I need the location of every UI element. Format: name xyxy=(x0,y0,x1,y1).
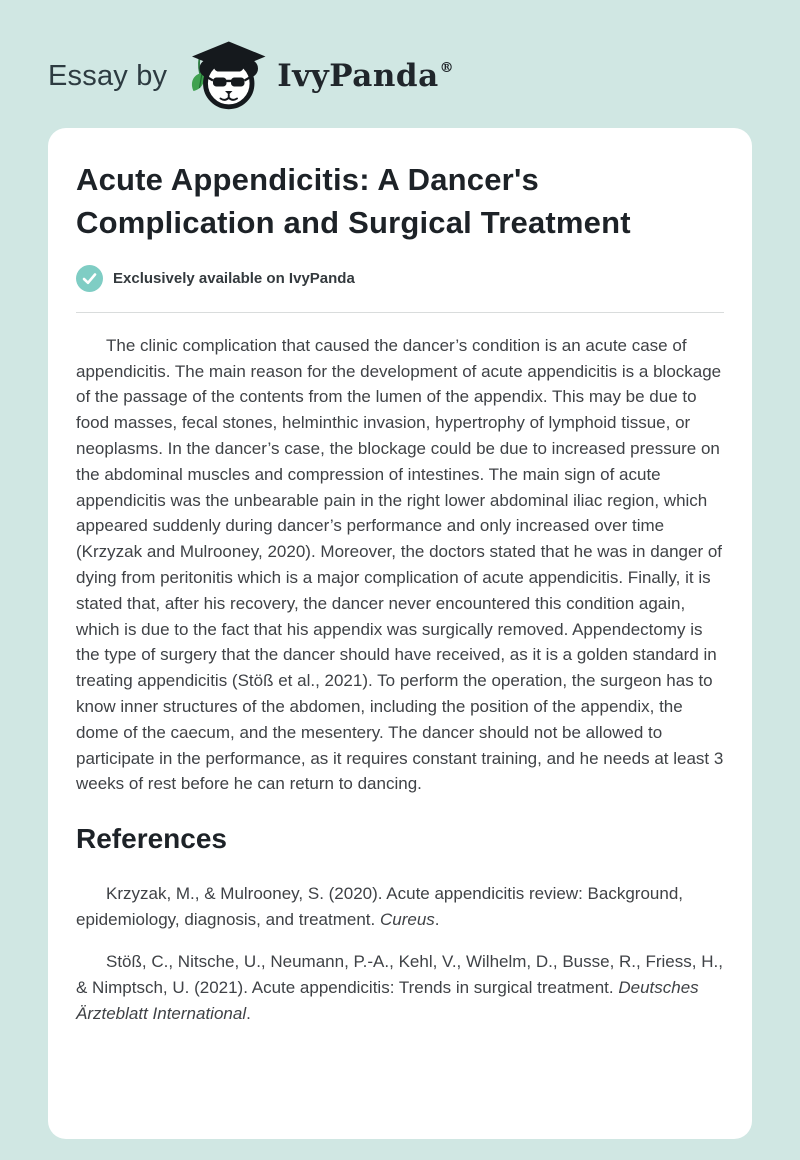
header-prefix-label: Essay by xyxy=(48,59,168,92)
reference-text: Stöß, C., Nitsche, U., Neumann, P.-A., Kehl, V., Wilhelm, D., Busse, R., Friess, H., & Nimptsch, U. (2021). Acute appendicitis: Trends in surgical treatment. xyxy=(76,952,723,998)
ivypanda-panda-logo-icon xyxy=(183,37,267,115)
reference-source: Cureus xyxy=(379,910,435,930)
essay-card xyxy=(48,128,752,1139)
reference-entry xyxy=(76,881,724,933)
availability-row xyxy=(76,265,724,292)
references-heading: References xyxy=(76,823,227,855)
divider xyxy=(76,312,724,313)
essay-title: Acute Appendicitis: A Dancer's Complication and Surgical Treatment xyxy=(76,162,631,241)
reference-suffix: . xyxy=(434,910,440,930)
checkmark-icon xyxy=(76,265,103,292)
availability-label: Exclusively available on IvyPanda xyxy=(113,269,355,287)
reference-text: Krzyzak, M., & Mulrooney, S. (2020). Acute appendicitis review: Background, epidemiology, diagnosis, and treatment. xyxy=(76,884,684,930)
site-header xyxy=(0,0,800,128)
essay-body-paragraph: The clinic complication that caused the dancer’s condition is an acute case of appendicitis. The main reason for the development of acute appendicitis is a blockage of the passage of the contents from the lumen of the appendix. This may be due to food masses, fecal stones, helminthic invasion, hypertrophy of lymphoid tissue, or neoplasms. In the dancer’s case, the blockage could be due to increased pressure on the abdominal muscles and compression of intestines. The main sign of acute appendicitis was the unbearable pain in the right lower abdominal iliac region, which appeared suddenly during dancer’s performance and only increased over time (Krzyzak and Mulrooney, 2020). Moreover, the doctors stated that he was in danger of dying from peritonitis which is a major complication of acute appendicitis. Finally, it is stated that, after his recovery, the dancer never encountered this condition again, which is due to the fact that his appendix was surgically removed. Appendectomy is the type of surgery that the dancer should have received, as it is a golden standard in treating appendicitis (Stöß et al., 2021). To perform the operation, the surgeon has to know inner structures of the abdomen, including the position of the appendix, the dome of the caecum, and the mesentery. The dancer should not be allowed to participate in the performance, as it requires constant training, and he needs at least 3 weeks of rest before he can return to dancing. xyxy=(76,335,724,794)
brand-name xyxy=(277,58,454,94)
registered-trademark-mark: ® xyxy=(439,60,455,76)
reference-suffix: . xyxy=(246,1004,251,1024)
reference-entry xyxy=(76,949,724,1027)
brand-text: IvyPanda xyxy=(277,58,439,94)
reference-source: Deutsches Ärzteblatt International xyxy=(76,978,699,1024)
